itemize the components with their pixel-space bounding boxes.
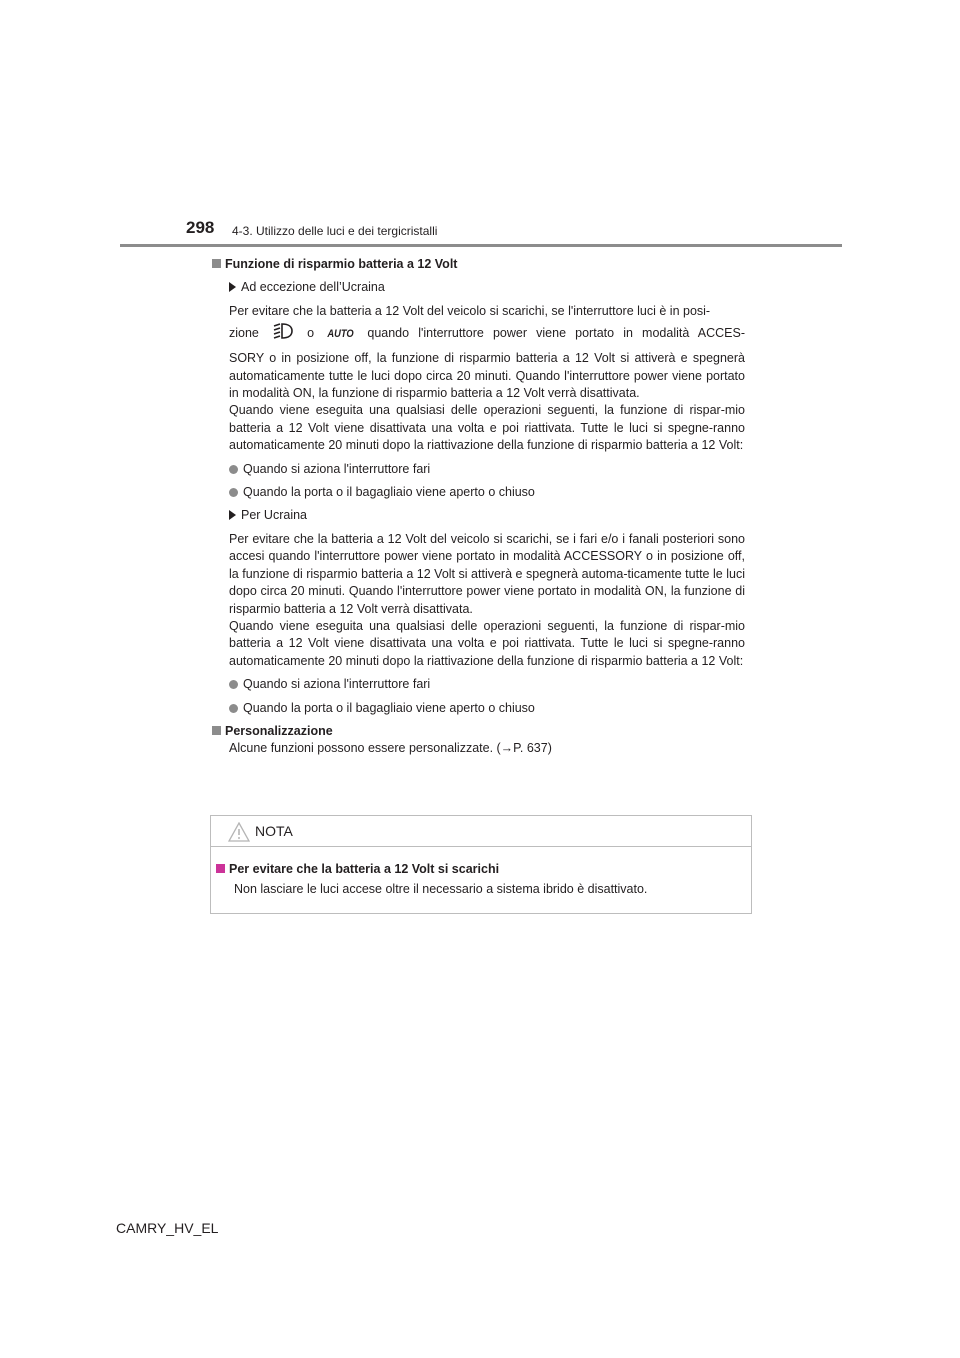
headlamp-icon	[272, 321, 294, 350]
square-bullet-icon	[212, 259, 221, 268]
round-bullet-icon	[229, 704, 238, 713]
triangle-bullet-icon	[229, 510, 236, 520]
group1-bullet-1: Quando si aziona l'interruttore fari	[229, 461, 745, 478]
round-bullet-icon	[229, 488, 238, 497]
group2-bullet-1: Quando si aziona l'interruttore fari	[229, 676, 745, 693]
group-label-ukraine: Per Ucraina	[229, 507, 745, 524]
warning-triangle-icon	[228, 822, 250, 847]
round-bullet-icon	[229, 680, 238, 689]
nota-box	[210, 815, 752, 914]
nota-header	[211, 816, 751, 847]
auto-icon: AUTO	[327, 328, 354, 341]
square-bullet-icon	[216, 864, 225, 873]
header-rule	[120, 244, 842, 247]
page-number: 298	[186, 218, 215, 237]
group2-paragraph-2: Quando viene eseguita una qualsiasi delle operazioni seguenti, la funzione di rispar-mio batteria a 12 Volt viene disattivata una volta e poi riattivata. Tutte le luci si spegne-ranno automaticamente 20 minuti dopo la riattivazione della funzione di risparmio batteria a 12 Volt:	[229, 618, 745, 668]
nota-body	[211, 847, 751, 899]
customization-heading: Personalizzazione	[212, 723, 745, 740]
group-label-except-ukraine: Ad eccezione dell’Ucraina	[229, 279, 745, 296]
group1-paragraph-icon-line: zione o AUTO quando l'interruttore power viene portato in modalità ACCES-	[229, 320, 745, 350]
content	[212, 256, 745, 758]
customization-text: Alcune funzioni possono essere personalizzate. (→P. 637)	[229, 741, 552, 756]
group1-paragraph-line1: Per evitare che la batteria a 12 Volt del veicolo si scarichi, se l'interruttore luci è in posi-	[229, 303, 711, 318]
group1-paragraph-2: Quando viene eseguita una qualsiasi delle operazioni seguenti, la funzione di rispar-mio batteria a 12 Volt viene disattivata una volta e poi riattivata. Tutte le luci si spegne-ranno automaticamente 20 minuti dopo la riattivazione della funzione di risparmio batteria a 12 Volt:	[229, 403, 745, 453]
battery-body	[212, 279, 745, 717]
nota-heading: Per evitare che la batteria a 12 Volt si scarichi	[216, 859, 751, 879]
nota-title: NOTA	[255, 823, 293, 839]
group1-bullet-2: Quando la porta o il bagagliaio viene aperto o chiuso	[229, 484, 745, 501]
triangle-bullet-icon	[229, 282, 236, 292]
square-bullet-icon	[212, 726, 221, 735]
document-code: CAMRY_HV_EL	[116, 1220, 219, 1236]
round-bullet-icon	[229, 465, 238, 474]
section-header: 4-3. Utilizzo delle luci e dei tergicristalli	[232, 224, 438, 238]
group2-paragraph-1: Per evitare che la batteria a 12 Volt del veicolo si scarichi, se i fari e/o i fanali posteriori sono accesi quando l'interruttore power viene portato in modalità ACCESSORY o in posizione off, la funzione di risparmio batteria a 12 Volt si attiverà e spegnerà automa-ticamente tutte le luci dopo circa 20 minuti. Quando l'interruttore power viene portato in modalità ON, la funzione di risparmio batteria a 12 Volt verrà disattivata.	[229, 531, 745, 616]
group2-bullet-2: Quando la porta o il bagagliaio viene aperto o chiuso	[229, 700, 745, 717]
battery-heading: Funzione di risparmio batteria a 12 Volt	[212, 256, 745, 273]
nota-text: Non lasciare le luci accese oltre il necessario a sistema ibrido è disattivato.	[234, 882, 648, 896]
group1-paragraph-rest: SORY o in posizione off, la funzione di risparmio batteria a 12 Volt si attiverà e spegnerà automaticamente tutte le luci dopo circa 20 minuti. Quando l'interruttore power viene portato in modalità ON, la funzione di risparmio batteria a 12 Volt verrà disattivata.	[229, 351, 745, 401]
